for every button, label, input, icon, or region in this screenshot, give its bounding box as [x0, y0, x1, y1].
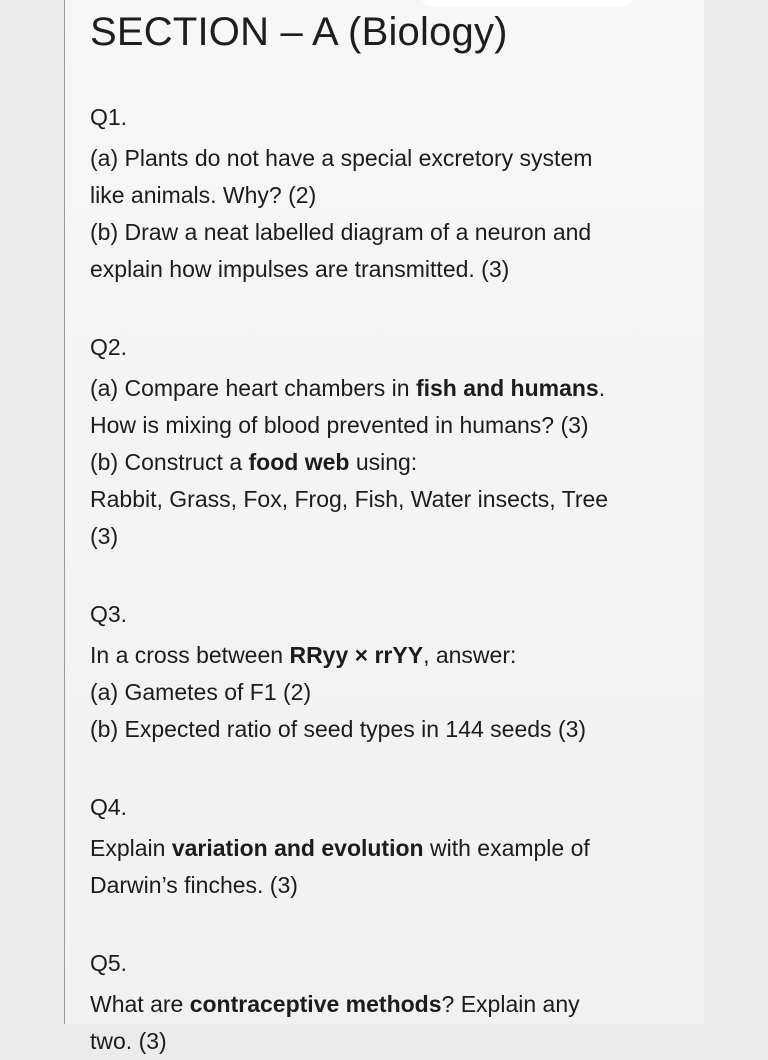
question-text-line: [90, 674, 690, 711]
text-segment: How is mixing of blood prevented in humans? (3): [90, 412, 589, 438]
question-block: [90, 792, 690, 904]
question-text-line: [90, 481, 690, 518]
text-segment: using:: [349, 449, 418, 475]
section-title: SECTION – A (Biology): [90, 10, 508, 54]
question-list: [90, 102, 690, 1060]
bold-term: food web: [248, 449, 350, 475]
question-number: Q3.: [90, 601, 128, 627]
bold-term: contraceptive methods: [189, 991, 442, 1017]
document-content: [90, 0, 690, 1060]
text-segment: (b) Expected ratio of seed types in 144 seeds (3): [90, 716, 587, 742]
text-segment: like animals. Why? (2): [90, 182, 317, 208]
question-text-line: [90, 370, 690, 407]
question-block: [90, 332, 690, 555]
text-segment: (3): [90, 523, 119, 549]
question-text-line: [90, 518, 690, 555]
text-segment: two. (3): [90, 1028, 167, 1054]
question-text-line: [90, 407, 690, 444]
question-number: Q5.: [90, 950, 128, 976]
text-segment: (a) Gametes of F1 (2): [90, 679, 312, 705]
question-text-line: [90, 711, 690, 748]
text-segment: (a) Plants do not have a special excretory system: [90, 145, 593, 171]
question-text-line: [90, 867, 690, 904]
question-text-line: [90, 637, 690, 674]
question-text-line: [90, 214, 690, 251]
text-segment: , answer:: [423, 642, 517, 668]
question-block: [90, 102, 690, 288]
bold-term: variation and evolution: [171, 835, 424, 861]
text-segment: .: [598, 375, 606, 401]
text-segment: explain how impulses are transmitted. (3): [90, 256, 510, 282]
question-text-line: [90, 444, 690, 481]
text-segment: In a cross between: [90, 642, 290, 668]
text-segment: Darwin’s finches. (3): [90, 872, 298, 898]
question-text-line: [90, 251, 690, 288]
text-segment: Rabbit, Grass, Fox, Frog, Fish, Water insects, Tree: [90, 486, 609, 512]
question-block: [90, 599, 690, 748]
text-segment: ? Explain any: [441, 991, 580, 1017]
question-text-line: [90, 830, 690, 867]
question-text-line: [90, 140, 690, 177]
text-segment: with example of: [423, 835, 590, 861]
question-text-line: [90, 177, 690, 214]
question-text-line: [90, 1023, 690, 1060]
text-segment: Explain: [90, 835, 172, 861]
question-text-line: [90, 986, 690, 1023]
text-segment: (b) Draw a neat labelled diagram of a neuron and: [90, 219, 592, 245]
question-block: [90, 948, 690, 1060]
question-number: Q1.: [90, 104, 128, 130]
bold-term: fish and humans: [415, 375, 599, 401]
text-segment: (b) Construct a: [90, 449, 249, 475]
text-segment: (a) Compare heart chambers in: [90, 375, 416, 401]
bold-term: RRyy × rrYY: [289, 642, 424, 668]
question-number: Q4.: [90, 794, 128, 820]
question-number: Q2.: [90, 334, 128, 360]
text-segment: What are: [90, 991, 190, 1017]
